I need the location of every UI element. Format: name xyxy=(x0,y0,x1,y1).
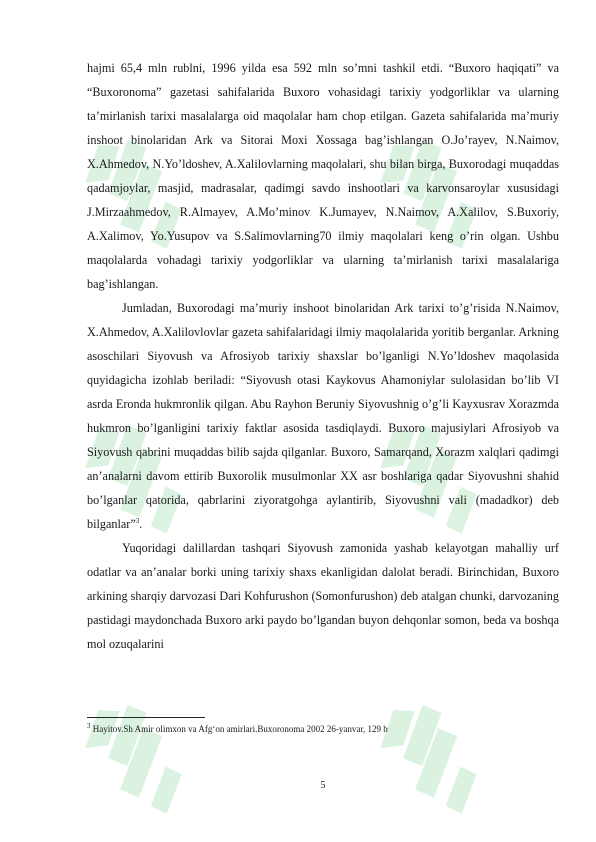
publisher-logo-watermark-icon xyxy=(75,690,195,830)
page-number: 5 xyxy=(320,780,326,791)
footnote-number: 3 xyxy=(87,722,91,730)
publisher-logo-watermark-icon xyxy=(370,690,490,830)
paragraph-3 xyxy=(87,536,559,656)
paragraph-3-text: Yuqoridagi dalillardan tashqari Siyovush zamonida yashab kelayotgan mahalliy urf odatlar va an’analar borki uning tarixiy shaxs ekanligidan dalolat beradi. Birinchidan, Buxoro arkining sharqiy darvozasi Dari Kohfurushon (Somonfurushon) deb atalgan chunki, darvozaning pastidagi maydonchada Buxoro arki paydo bo’lgandan buyon dehqonlar somon, beda va boshqa mol ozuqalarini xyxy=(87,541,559,651)
paragraph-2-text: Jumladan, Buxorodagi ma’muriy inshoot binolaridan Ark tarixi to’g’risida N.Naimov, X.Ahmedov, A.Xalilovlovlar gazeta sahifalaridagi ilmiy maqolalarida yoritib berganlar. Arkning asoschilari Siyovush va Afrosiyob tarixiy shaxslar bo’lganligi N.Yo’ldoshev maqolasida quyidagicha izohlab beriladi: “Siyovush otasi Kaykovus Ahamoniylar sulolasidan bo’lib VI asrda Eronda hukmronlik qilgan. Abu Rayhon Beruniy Siyovushnig o’g’li Kayxusrav Xorazmda hukmron bo’lganligini tarixiy faktlar asosida tasdiqlaydi. Buxoro majusiylari Afrosiyob va Siyovush qabrini muqaddas bilib sajda qilganlar. Buxoro, Samarqand, Xorazm xalqlari qadimgi an’analarni davom ettirib Buxorolik musulmonlar XX asr boshlariga qadar Siyovushni shahid bo’lganlar qatorida, qabrlarini ziyoratgohga aylantirib, Siyovushni vali (madadkor) deb bilganlar” xyxy=(87,301,559,531)
paragraph-2-tail: . xyxy=(139,517,143,531)
paragraph-1 xyxy=(87,56,559,296)
footnote-separator xyxy=(87,717,205,718)
footnote-text: Hayitov.Sh Amir olimxon va Afg‘on amirlari.Buxoronoma 2002 26-yanvar, 129 b xyxy=(90,724,388,734)
paragraph-1-text: hajmi 65,4 mln rublni, 1996 yilda esa 592 mln so’mni tashkil etdi. “Buxoro haqiqati” va “Buxoronoma” gazetasi sahifalarida Buxoro vohasidagi tarixiy yodgorliklar va ularning ta’mirlanish tarixi masalalarga oid maqolalar ham chop etilgan. Gazeta sahifalarida ma’muriy inshoot binolaridan Ark va Sitorai Moxi Xossaga bag’ishlangan O.Jo’rayev, N.Naimov, X.Ahmedov, N.Yo’ldoshev, A.Xalilovlarning maqolalari, shu bilan birga, Buxorodagi muqaddas qadamjoylar, masjid, madrasalar, qadimgi savdo inshootlari va karvonsaroylar xususidagi J.Mirzaahmedov, R.Almayev, A.Mo’minov K.Jumayev, N.Naimov, A.Xalilov, S.Buxoriy, A.Xalimov, Yo.Yusupov va S.Salimovlarning70 ilmiy maqolalari keng o’rin olgan. Ushbu maqolalarda vohadagi tarixiy yodgorliklar va ularning ta’mirlanish tarixi masalalariga bag’ishlangan. xyxy=(87,61,559,291)
footnote xyxy=(87,723,559,735)
paragraph-2 xyxy=(87,296,559,536)
footnote-reference: 3 xyxy=(135,516,140,525)
body-text xyxy=(87,56,559,656)
